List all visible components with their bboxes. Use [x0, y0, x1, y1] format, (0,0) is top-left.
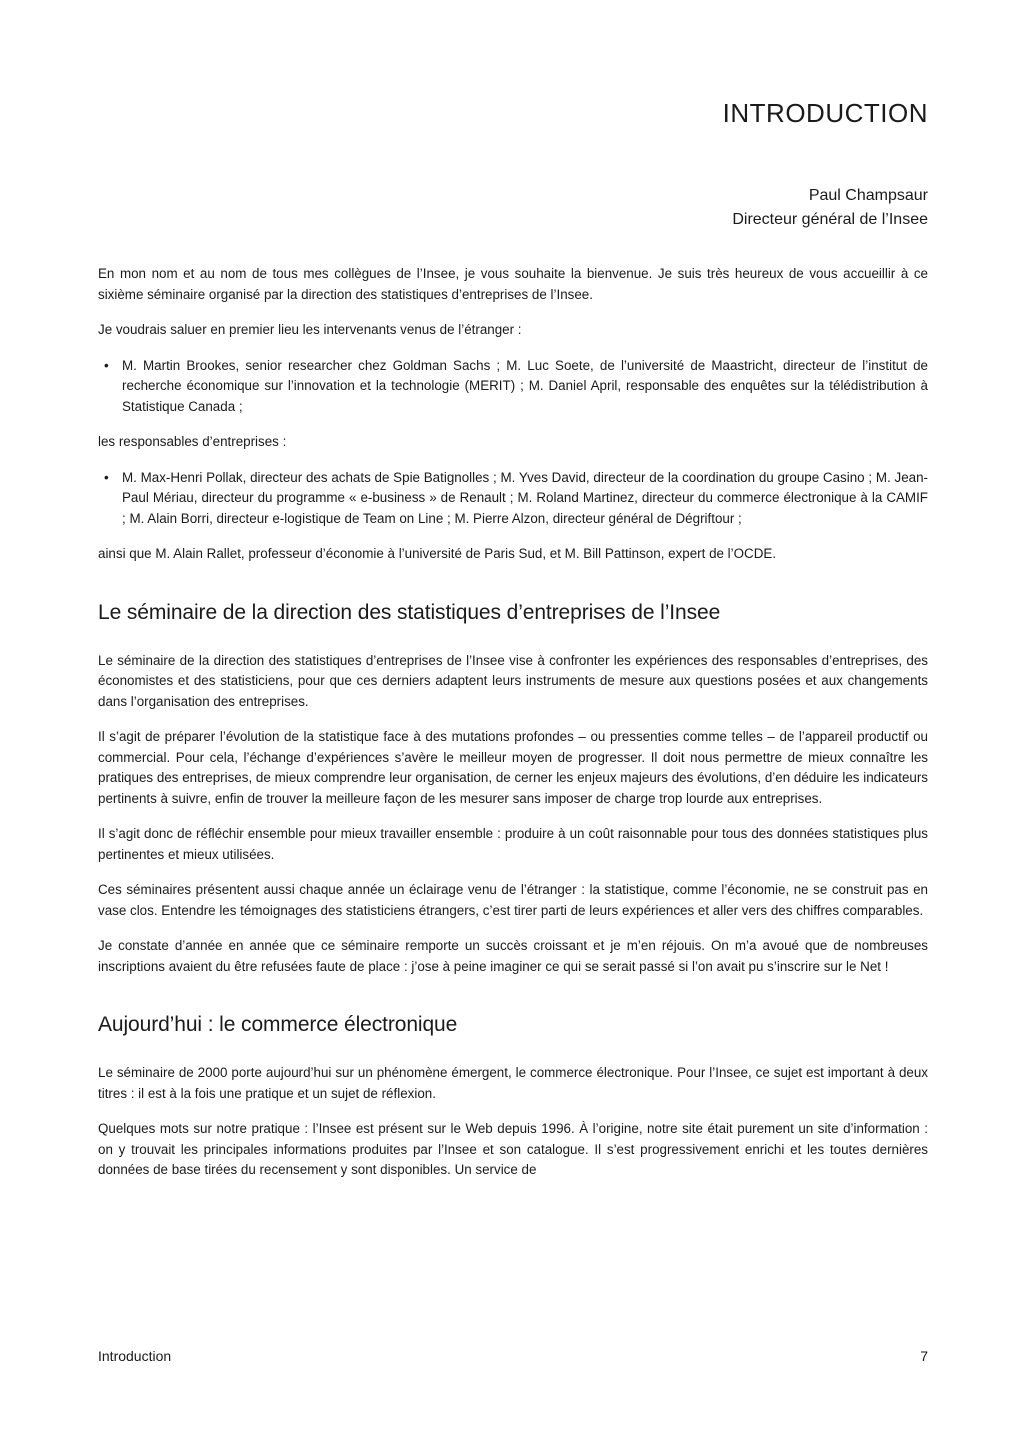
document-body	[98, 264, 928, 1196]
section1-paragraph-1: Le séminaire de la direction des statistiques d’entreprises de l’Insee vise à confronter les expériences des responsables d’entreprises, des économistes et des statisticiens, pour que ces derniers adaptent leurs instruments de mesure aux questions posées et aux changements dans l’organisation des entreprises.	[98, 652, 928, 709]
list-item	[98, 468, 928, 530]
list-item	[98, 356, 928, 418]
section-heading-commerce: Aujourd’hui : le commerce électronique	[98, 1013, 458, 1036]
list-item-text: M. Max-Henri Pollak, directeur des achats de Spie Batignolles ; M. Yves David, directeur de la coordination du groupe Casino ; M. Jean-Paul Mériau, directeur du programme « e-business » de Renault ; M. Roland Martinez, directeur du commerce électronique à la CAMIF ; M. Alain Borri, directeur e-logistique de Team on Line ; M. Pierre Alzon, directeur général de Dégriftour ;	[122, 469, 928, 526]
intro-paragraph-1: En mon nom et au nom de tous mes collègues de l’Insee, je vous souhaite la bienvenue. Je suis très heureux de vous accueillir à ce sixième séminaire organisé par la direction des statistiques d’entreprises de l’Insee.	[98, 266, 928, 302]
author-role: Directeur général de l’Insee	[732, 211, 928, 228]
section-heading-seminaire: Le séminaire de la direction des statistiques d’entreprises de l’Insee	[98, 600, 721, 624]
section1-paragraph-3: Il s’agit donc de réfléchir ensemble pour mieux travailler ensemble : produire à un coût raisonnable pour tous des données statistiques plus pertinentes et mieux utilisées.	[98, 826, 928, 862]
section1-paragraph-5: Je constate d’année en année que ce séminaire remporte un succès croissant et je m’en réjouis. On m’a avoué que de nombreuses inscriptions avaient du être refusées faute de place : j’ose à peine imaginer ce qui se serait passé si l’on avait pu s’inscrire sur le Net !	[98, 938, 928, 974]
bullet-icon: •	[104, 357, 109, 373]
page-number: 7	[920, 1348, 928, 1364]
author-name: Paul Champsaur	[808, 187, 928, 204]
speakers-foreign-list	[98, 356, 928, 418]
speakers-companies-list	[98, 468, 928, 530]
page-title: INTRODUCTION	[722, 98, 928, 128]
list-item-text: M. Martin Brookes, senior researcher chez Goldman Sachs ; M. Luc Soete, de l’université de Maastricht, directeur de l’institut de recherche économique sur l’innovation et la technologie (MERIT) ; M. Daniel April, responsable des enquêtes sur la télédistribution à Statistique Canada ;	[122, 357, 928, 414]
intro-paragraph-2: Je voudrais saluer en premier lieu les intervenants venus de l’étranger :	[98, 322, 522, 337]
intro-paragraph-3: les responsables d’entreprises :	[98, 434, 287, 449]
author-block	[732, 184, 928, 232]
footer-section-label: Introduction	[98, 1348, 172, 1364]
section1-paragraph-4: Ces séminaires présentent aussi chaque année un éclairage venu de l’étranger : la statistique, comme l’économie, ne se construit pas en vase clos. Entendre les témoignages des statisticiens étrangers, c’est tirer parti de leurs expériences et aller vers des chiffres comparables.	[98, 882, 928, 918]
intro-paragraph-4: ainsi que M. Alain Rallet, professeur d’économie à l’université de Paris Sud, et M. Bill Pattinson, expert de l’OCDE.	[98, 546, 777, 561]
section2-paragraph-2: Quelques mots sur notre pratique : l’Insee est présent sur le Web depuis 1996. À l’origine, notre site était purement un site d’information : on y trouvait les principales informations produites par l’Insee et son catalogue. Il s’est progressivement enrichi et les toutes dernières données de base tirées du recensement y sont disponibles. Un service de	[98, 1121, 928, 1177]
section1-paragraph-2: Il s’agit de préparer l’évolution de la statistique face à des mutations profondes – ou pressenties comme telles – de l’appareil productif ou commercial. Pour cela, l’échange d’expériences s’avère le meilleur moyen de progresser. Il doit nous permettre de mieux connaître les pratiques des entreprises, de mieux comprendre leur organisation, de cerner les enjeux majeurs des évolutions, d’en déduire les indicateurs pertinents à suivre, enfin de trouver la meilleure façon de les mesurer sans imposer de charge trop lourde aux entreprises.	[98, 729, 928, 806]
section2-paragraph-1: Le séminaire de 2000 porte aujourd’hui sur un phénomène émergent, le commerce électronique. Pour l’Insee, ce sujet est important à deux titres : il est à la fois une pratique et un sujet de réflexion.	[98, 1065, 928, 1101]
bullet-icon: •	[104, 469, 109, 485]
